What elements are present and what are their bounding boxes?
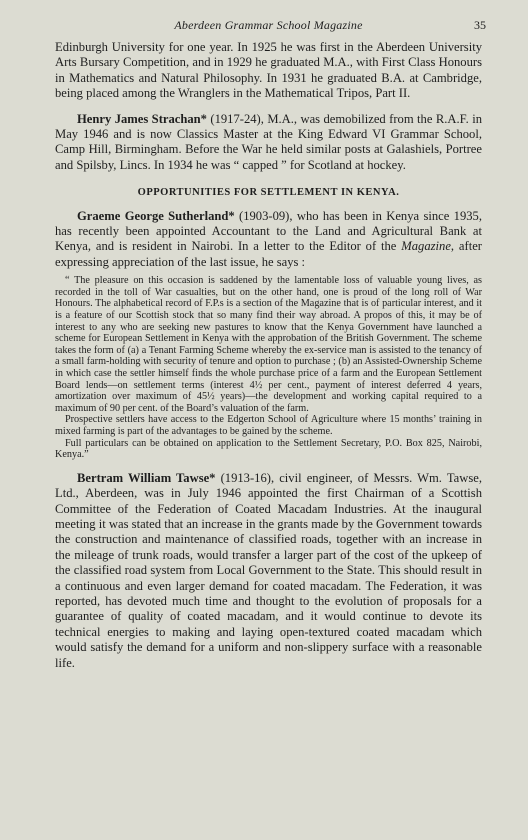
paragraph-text: (1903-09), who has been in Kenya since 1935, has recently been appointed Accountant to the Land and Agricultural Bank at Kenya, and is resident in Nairobi. In a letter to the Editor of the	[55, 208, 482, 254]
quote-paragraph: Full particulars can be obtained on application to the Settlement Secretary, P.O. Box 825, Nairobi, Kenya.”	[55, 437, 482, 461]
person-name: Henry James Strachan*	[77, 111, 207, 126]
paragraph-strachan	[55, 112, 482, 174]
running-title: Aberdeen Grammar School Magazine	[174, 18, 363, 32]
person-name: Graeme George Sutherland*	[77, 208, 235, 223]
person-name: Bertram William Tawse*	[77, 470, 216, 485]
quote-paragraph: Prospective settlers have access to the Edgerton School of Agriculture where 15 months’ training in mixed farming is part of the advantages to be gained by the scheme.	[55, 414, 482, 437]
paragraph-sutherland	[55, 209, 482, 271]
paragraph-text: (1913-16), civil engineer, of Messrs. Wm. Tawse, Ltd., Aberdeen, was in July 1946 appointed the first Chairman of a Scottish Committee of the Federation of Coated Macadam Industries. At the inaugural meeting it was stated that an increase in the grants made by the Government towards the construction and maintenance of classified roads, together with an increase in the mileage of trunk roads, would transfer a larger part of the cost of the upkeep of the classified road system from Local Government to the State. This should result in a continuous and even larger demand for coated macadam. The Federation, it was reported, has devoted much time and thought to the evolution of proposals for a guarantee of quality of coated macadam, and it would continue to devote its technical energies to making and laying open-textured coated macadam which would satisfy the demand for a uniform and non-slippery surface with a reasonable life.	[55, 470, 482, 670]
magazine-title: Magazine	[401, 239, 451, 254]
page-number: 35	[474, 18, 486, 32]
page-header	[55, 18, 486, 40]
paragraph-text: (1917-24), M.A., was demobilized from the R.A.F. in May 1946 and is now Classics Master at the King Edward VI Grammar School, Camp Hill, Birmingham. Before the War he held similar posts at Galashiels, Portree and Spilsby, Lincs. In 1934 he was “ capped ” for Scotland at hockey.	[55, 111, 482, 172]
letter-quote	[55, 275, 482, 461]
paragraph-tawse	[55, 471, 482, 671]
article-body	[55, 40, 482, 671]
paragraph-continuation: Edinburgh University for one year. In 1925 he was first in the Aberdeen University Arts Bursary Competition, and in 1929 he graduated M.A., with First Class Honours in Mathematics and Natural Philosophy. In 1931 he graduated B.A. at Cambridge, being placed among the Wranglers in the Mathematical Tripos, Part II.	[55, 40, 482, 101]
quote-paragraph: “ The pleasure on this occasion is saddened by the lamentable loss of valuable young lives, as recorded in the toll of War casualties, but on the other hand, one is proud of the long roll of War Honours. The alphabetical record of F.P.s is a section of the Magazine that is of particular interest, and it is a feature of our Scottish stock that so many find their way abroad. A propos of this, it may be of interest to any who are seeking new pastures to know that the Kenya Government have launched a scheme for European Settlement in Kenya with the approbation of the British Government. The scheme takes the form of (a) a Tenant Farming Scheme whereby the ex-service man is assisted to the tenancy of a small farm-holding with security of tenure and option to purchase ; (b) an Assisted-Ownership Scheme in which case the settler himself finds the whole purchase price of a farm and the European Settlement Board lends—on settlement terms (interest 4½ per cent., payment of interest deferred 4 years, amortization over maximum of 45½ years)—the development and working capital required to a maximum of 90 per cent. of the Board’s valuation of the farm.	[55, 275, 482, 414]
section-heading: OPPORTUNITIES FOR SETTLEMENT IN KENYA.	[137, 187, 400, 199]
paragraph-text: , after expressing appreciation of the last issue, he says :	[55, 239, 482, 269]
